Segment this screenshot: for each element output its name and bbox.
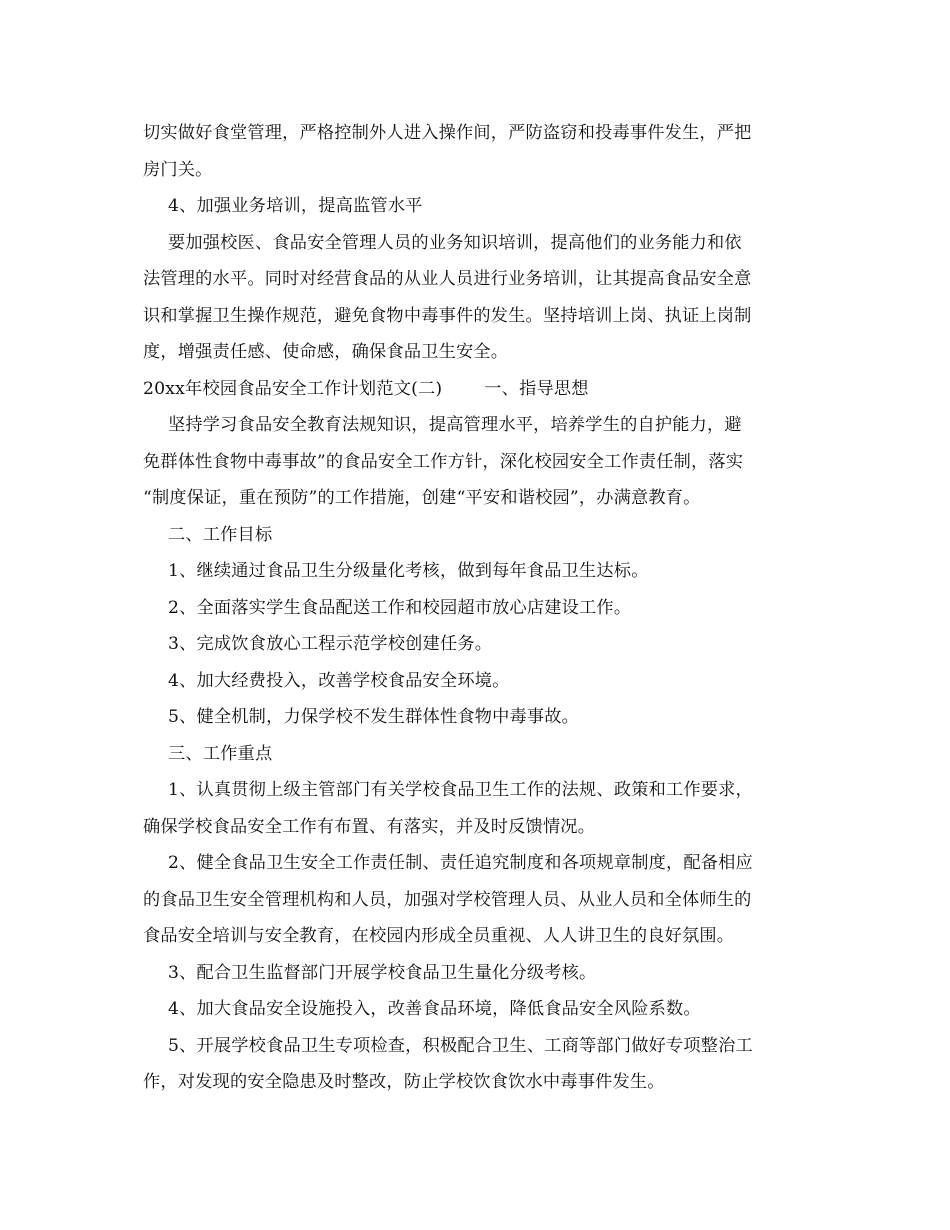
line-text: 法管理的水平。同时对经营食品的从业人员进行业务培训，让其提高食品安全意 [143, 269, 752, 289]
document-title-line [143, 371, 808, 408]
line-text: 免群体性食物中毒事故”的食品安全工作方针，深化校园安全工作责任制，落实 [143, 451, 744, 472]
line-text: 度，增强责任感、使命感，确保食品卫生安全。 [143, 342, 509, 362]
line-text: 切实做好食堂管理，严格控制外人进入操作间，严防盗窃和投毒事件发生，严把 [143, 123, 752, 143]
line-text: 4、加大经费投入，改善学校食品安全环境。 [168, 670, 510, 691]
section-heading [143, 188, 808, 225]
text-line [143, 444, 808, 481]
line-text: 5、开展学校食品卫生专项检查，积极配合卫生、工商等部门做好专项整治工 [168, 1035, 753, 1056]
text-line [143, 407, 808, 444]
line-text: 确保学校食品安全工作有布置、有落实，并及时反馈情况。 [143, 816, 596, 837]
text-line [143, 809, 808, 846]
line-text: 的食品卫生安全管理机构和人员，加强对学校管理人员、从业人员和全体师生的 [143, 889, 752, 910]
text-line [143, 298, 808, 335]
heading-text: 二、工作目标 [168, 524, 273, 545]
list-item [143, 772, 808, 809]
text-line [143, 334, 808, 371]
text-line [143, 152, 808, 189]
heading-text: 三、工作重点 [168, 743, 273, 764]
text-line [143, 480, 808, 517]
section-heading [143, 736, 808, 773]
document-title: 20xx年校园食品安全工作计划范文(二) [143, 378, 443, 399]
list-item [143, 1028, 808, 1065]
line-text: 2、全面落实学生食品配送工作和校园超市放心店建设工作。 [168, 597, 632, 618]
text-line [143, 115, 808, 152]
list-item [143, 699, 808, 736]
line-text: 坚持学习食品安全教育法规知识，提高管理水平，培养学生的自护能力，避 [168, 415, 742, 435]
line-text: 3、配合卫生监督部门开展学校食品卫生量化分级考核。 [168, 962, 597, 983]
line-text: 3、完成饮食放心工程示范学校创建任务。 [168, 634, 493, 654]
line-text: 2、健全食品卫生安全工作责任制、责任追究制度和各项规章制度，配备相应 [168, 853, 753, 873]
list-item [143, 626, 808, 663]
line-text: 要加强校医、食品安全管理人员的业务知识培训，提高他们的业务能力和依 [168, 232, 742, 253]
list-item [143, 590, 808, 627]
list-item [143, 991, 808, 1028]
line-text: 1、认真贯彻上级主管部门有关学校食品卫生工作的法规、政策和工作要求， [168, 780, 753, 800]
line-text: 作，对发现的安全隐患及时整改，防止学校饮食饮水中毒事件发生。 [143, 1072, 665, 1092]
text-line [143, 918, 808, 955]
section-heading: 一、指导思想 [484, 378, 589, 399]
list-item [143, 845, 808, 882]
text-line [143, 882, 808, 919]
document-body [143, 115, 808, 1101]
line-text: 食品安全培训与安全教育，在校园内形成全员重视、人人讲卫生的良好氛围。 [143, 926, 735, 946]
text-line [143, 261, 808, 298]
list-item [143, 663, 808, 700]
section-heading [143, 517, 808, 554]
line-text: 1、继续通过食品卫生分级量化考核，做到每年食品卫生达标。 [168, 561, 649, 581]
list-item [143, 553, 808, 590]
heading-text: 4、加强业务培训，提高监管水平 [168, 196, 423, 216]
line-text: 5、健全机制，力保学校不发生群体性食物中毒事故。 [168, 707, 580, 727]
line-text: 4、加大食品安全设施投入，改善食品环境，降低食品安全风险系数。 [168, 999, 701, 1019]
line-text: “制度保证，重在预防”的工作措施，创建“平安和谐校园”，办满意教育。 [143, 488, 701, 508]
line-text: 房门关。 [143, 159, 213, 180]
list-item [143, 955, 808, 992]
text-line [143, 1064, 808, 1101]
text-line [143, 225, 808, 262]
line-text: 识和掌握卫生操作规范，避免食物中毒事件的发生。坚持培训上岗、执证上岗制 [143, 305, 752, 326]
